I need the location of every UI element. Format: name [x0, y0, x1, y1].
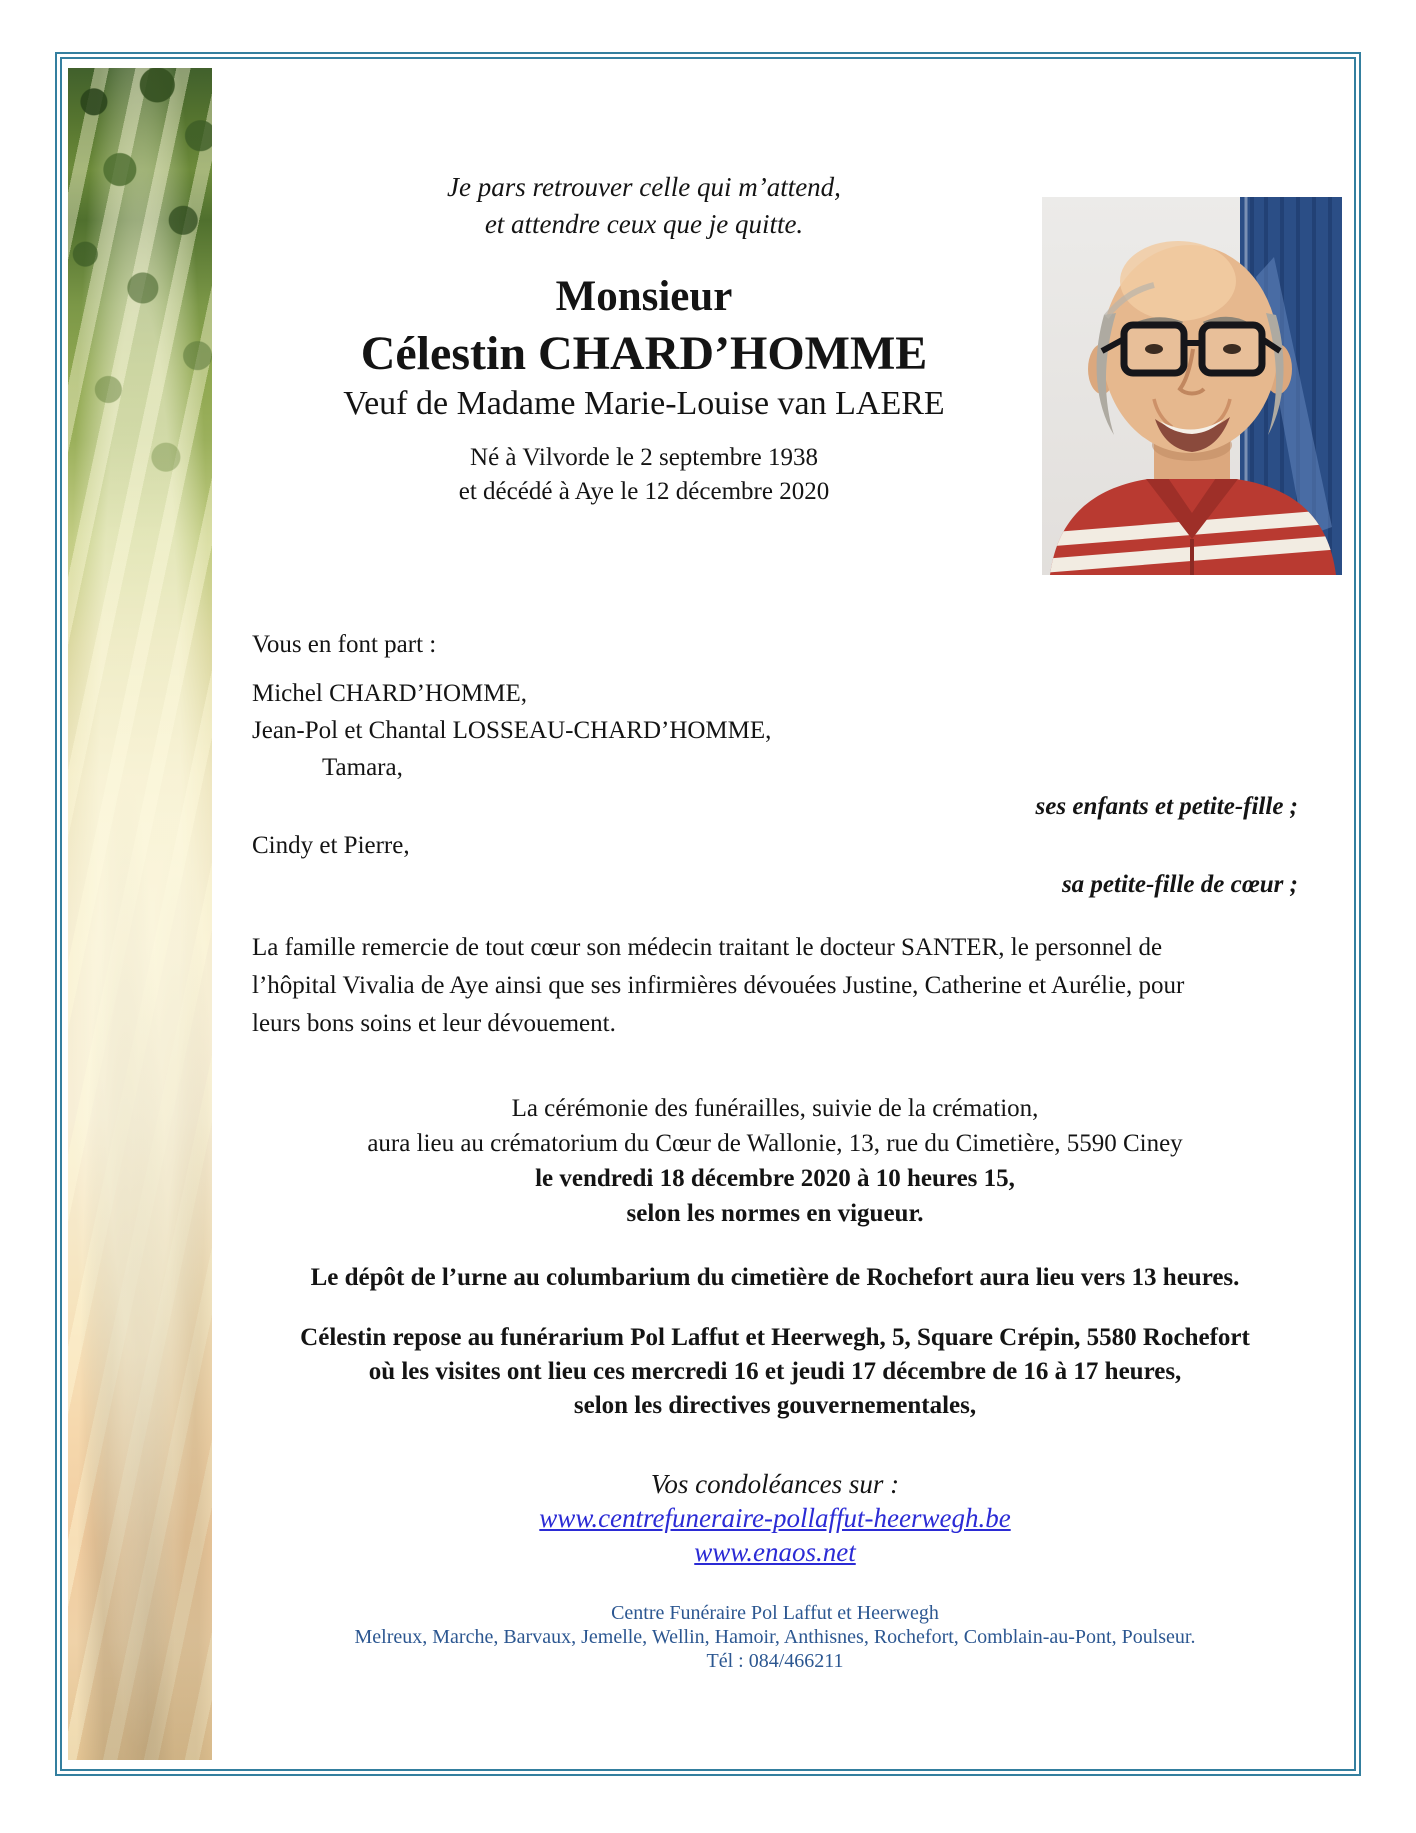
deceased-name: Célestin CHARD’HOMME [360, 327, 928, 380]
header-texts [252, 59, 1036, 509]
thanks-line: La famille remercie de tout cœur son médecin traitant le docteur SANTER, le personnel de [252, 934, 1163, 961]
memorial-quote [252, 169, 1036, 243]
urn-notice: Le dépôt de l’urne au columbarium du cimetière de Rochefort aura lieu vers 13 heures. [310, 1264, 1240, 1291]
thanks-paragraph [252, 929, 1298, 1043]
main-content [212, 59, 1354, 1769]
funeral-home-name: Centre Funéraire Pol Laffut et Heerwegh [611, 1602, 939, 1624]
page-border-frame [55, 52, 1361, 1776]
visits-line: selon les directives gouvernementales, [573, 1392, 977, 1419]
portrait-illustration [1042, 197, 1342, 575]
ceremony-line: aura lieu au crématorium du Cœur de Wallonie, 13, rue du Cimetière, 5590 Ciney [367, 1130, 1183, 1157]
relation-label: sa petite-fille de cœur ; [1061, 871, 1298, 898]
relation-label: ses enfants et petite-fille ; [1035, 793, 1298, 820]
visits-line: où les visites ont lieu ces mercredi 16 et jeudi 17 décembre de 16 à 17 heures, [368, 1358, 1182, 1385]
widower-subtitle: Veuf de Madame Marie-Louise van LAERE [343, 385, 945, 422]
thanks-line: l’hôpital Vivalia de Aye ainsi que ses infirmières dévouées Justine, Catherine et Aurélie, pour [252, 972, 1185, 999]
funeral-home-towns: Melreux, Marche, Barvaux, Jemelle, Wellin, Hamoir, Anthisnes, Rochefort, Comblain-au-Pont, Poulseur. [354, 1626, 1196, 1648]
ceremony-section [252, 1091, 1298, 1231]
portrait-photo [1042, 197, 1342, 575]
condolences-label: Vos condoléances sur : [650, 1469, 900, 1499]
page-border-inner [60, 57, 1356, 1771]
visits-line: Célestin repose au funérarium Pol Laffut et Heerwegh, 5, Square Crépin, 5580 Rochefort [300, 1324, 1250, 1351]
life-dates [252, 441, 1036, 509]
death-line: et décédé à Aye le 12 décembre 2020 [458, 478, 830, 505]
quote-line-1: Je pars retrouver celle qui m’attend, [447, 172, 841, 202]
family-member: Michel CHARD’HOMME, [252, 680, 527, 707]
family-section [252, 631, 1298, 903]
ceremony-line: La cérémonie des funérailles, suivie de la crémation, [511, 1095, 1039, 1122]
header-row [252, 59, 1298, 575]
title-block [252, 269, 1036, 425]
birth-line: Né à Vilvorde le 2 septembre 1938 [470, 444, 818, 471]
condolences-link-funeraire[interactable]: www.centrefuneraire-pollaffut-heerwegh.be [539, 1503, 1011, 1533]
thanks-line: leurs bons soins et leur dévouement. [252, 1010, 616, 1037]
visits-section [252, 1321, 1298, 1423]
ceremony-date: le vendredi 18 décembre 2020 à 10 heures 15, [535, 1165, 1015, 1192]
quote-line-2: et attendre ceux que je quitte. [484, 209, 804, 239]
family-member: Cindy et Pierre, [252, 832, 410, 859]
family-intro: Vous en font part : [252, 631, 437, 658]
forest-path-photo [68, 68, 212, 1760]
condolences-link-enaos[interactable]: www.enaos.net [694, 1537, 856, 1567]
condolences-section [252, 1467, 1298, 1569]
funeral-home-footer [252, 1601, 1298, 1673]
title-prefix: Monsieur [555, 273, 733, 320]
family-member: Jean-Pol et Chantal LOSSEAU-CHARD’HOMME, [252, 717, 772, 744]
ceremony-note: selon les normes en vigueur. [626, 1200, 924, 1227]
family-member: Tamara, [322, 754, 403, 781]
funeral-home-phone: Tél : 084/466211 [706, 1650, 844, 1672]
